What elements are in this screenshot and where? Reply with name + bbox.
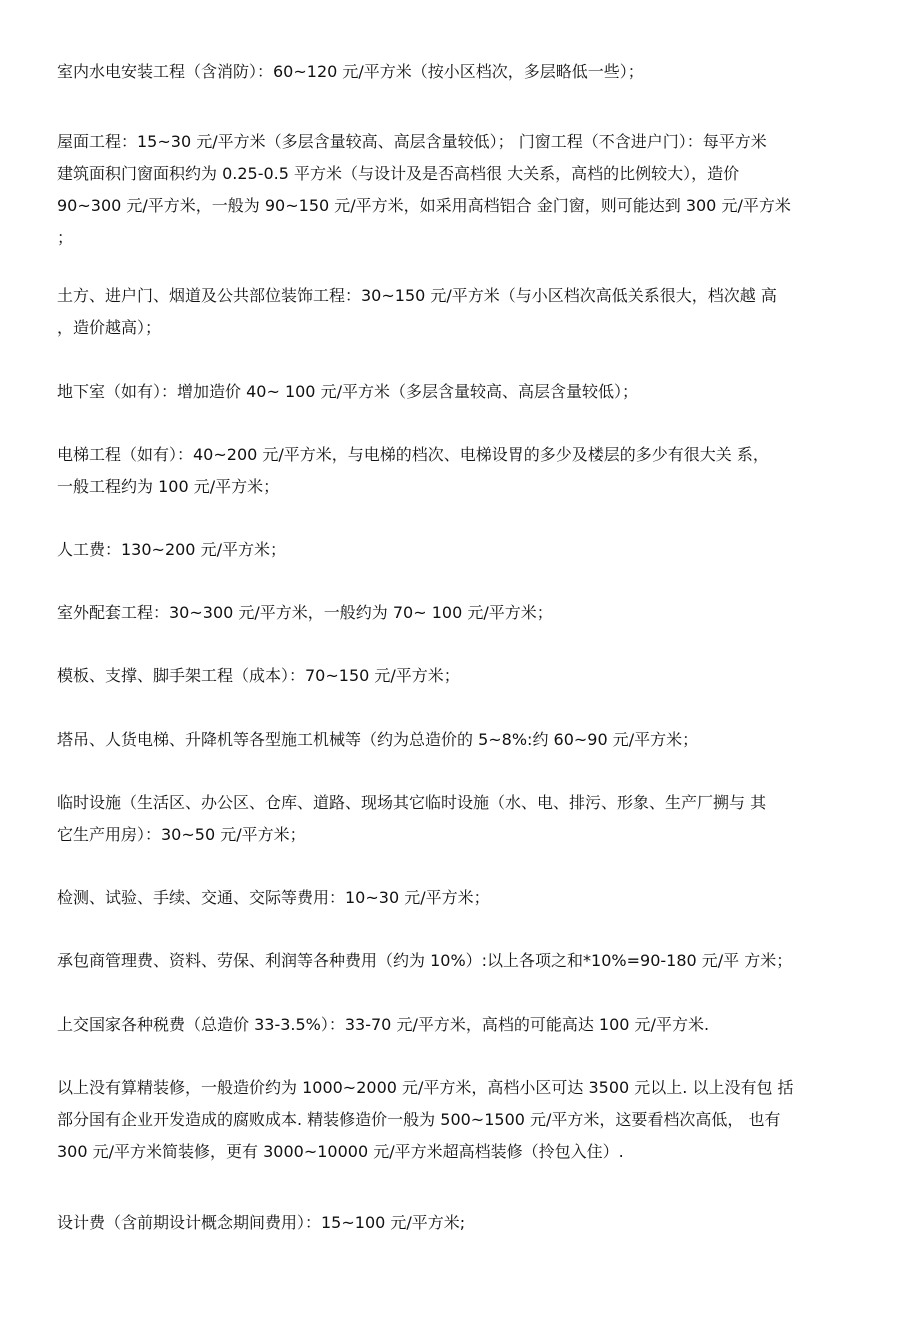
text-line: 建筑面积门窗面积约为 0.25-0.5 平方米（与设计及是否高档很 大关系，高档的比例较大），造价	[57, 164, 740, 183]
text-line: ，造价越高）；	[57, 318, 162, 337]
text-line: 一般工程约为 100 元/平方米；	[57, 477, 280, 496]
text-line: 临时设施（生活区、办公区、仓库、道路、现场其它临时设施（水、电、排污、形象、生产厂搠与 其	[57, 793, 767, 812]
text-line: 室内水电安装工程（含消防）：60~120 元/平方米（按小区档次，多层略低一些）；	[57, 62, 644, 81]
paragraph-formwork	[57, 660, 867, 692]
text-line: 地下室（如有）：增加造价 40~ 100 元/平方米（多层含量较高、高层含量较低）；	[57, 382, 638, 401]
text-line: 设计费（含前期设计概念期间费用）：15~100 元/平方米;	[57, 1213, 466, 1232]
text-line: 以上没有算精装修，一般造价约为 1000~2000 元/平方米，高档小区可达 3500 元以上. 以上没有包 括	[57, 1078, 794, 1097]
paragraph-roof-windows	[57, 126, 867, 254]
text-line: ；	[57, 228, 74, 247]
paragraph-contractor-fees	[57, 945, 867, 977]
paragraph-plumbing-electrical	[57, 56, 867, 88]
paragraph-testing	[57, 882, 867, 914]
text-line: 90~300 元/平方米，一般为 90~150 元/平方米，如采用高档铝合 金门窗，则可能达到 300 元/平方米	[57, 196, 791, 215]
paragraph-basement	[57, 376, 867, 408]
text-line: 部分国有企业开发造成的腐败成本. 精装修造价一般为 500~1500 元/平方米，这要看档次高低， 也有	[57, 1110, 781, 1129]
text-line: 承包商管理费、资料、劳保、利润等各种费用（约为 10%）:以上各项之和*10%=90-180 元/平 方米；	[57, 951, 793, 970]
paragraph-design-fee	[57, 1207, 867, 1239]
text-line: 它生产用房）：30~50 元/平方米；	[57, 825, 306, 844]
paragraph-decoration-summary	[57, 1072, 867, 1168]
paragraph-temporary-facilities	[57, 787, 867, 851]
paragraph-labor	[57, 534, 867, 566]
paragraph-outdoor	[57, 597, 867, 629]
text-line: 人工费：130~200 元/平方米；	[57, 540, 286, 559]
paragraph-earthwork-public	[57, 280, 867, 344]
text-line: 塔吊、人货电梯、升降机等各型施工机械等（约为总造价的 5~8%:约 60~90 元/平方米；	[57, 730, 699, 749]
paragraph-taxes	[57, 1009, 867, 1041]
text-line: 屋面工程：15~30 元/平方米（多层含量较高、高层含量较低）； 门窗工程（不含进户门）：每平方米	[57, 132, 767, 151]
text-line: 300 元/平方米简装修，更有 3000~10000 元/平方米超高档装修（拎包入住）.	[57, 1142, 624, 1161]
paragraph-elevator	[57, 439, 867, 503]
text-line: 模板、支撑、脚手架工程（成本）：70~150 元/平方米；	[57, 666, 460, 685]
paragraph-machinery	[57, 724, 867, 756]
text-line: 上交国家各种税费（总造价 33-3.5%）：33-70 元/平方米，高档的可能高达 100 元/平方米.	[57, 1015, 710, 1034]
text-line: 检测、试验、手续、交通、交际等费用：10~30 元/平方米；	[57, 888, 490, 907]
text-line: 土方、进户门、烟道及公共部位装饰工程：30~150 元/平方米（与小区档次高低关系很大，档次越 高	[57, 286, 777, 305]
text-line: 电梯工程（如有）：40~200 元/平方米，与电梯的档次、电梯设胃的多少及楼层的多少有很大关 系，	[57, 445, 769, 464]
text-line: 室外配套工程：30~300 元/平方米，一般约为 70~ 100 元/平方米；	[57, 603, 553, 622]
